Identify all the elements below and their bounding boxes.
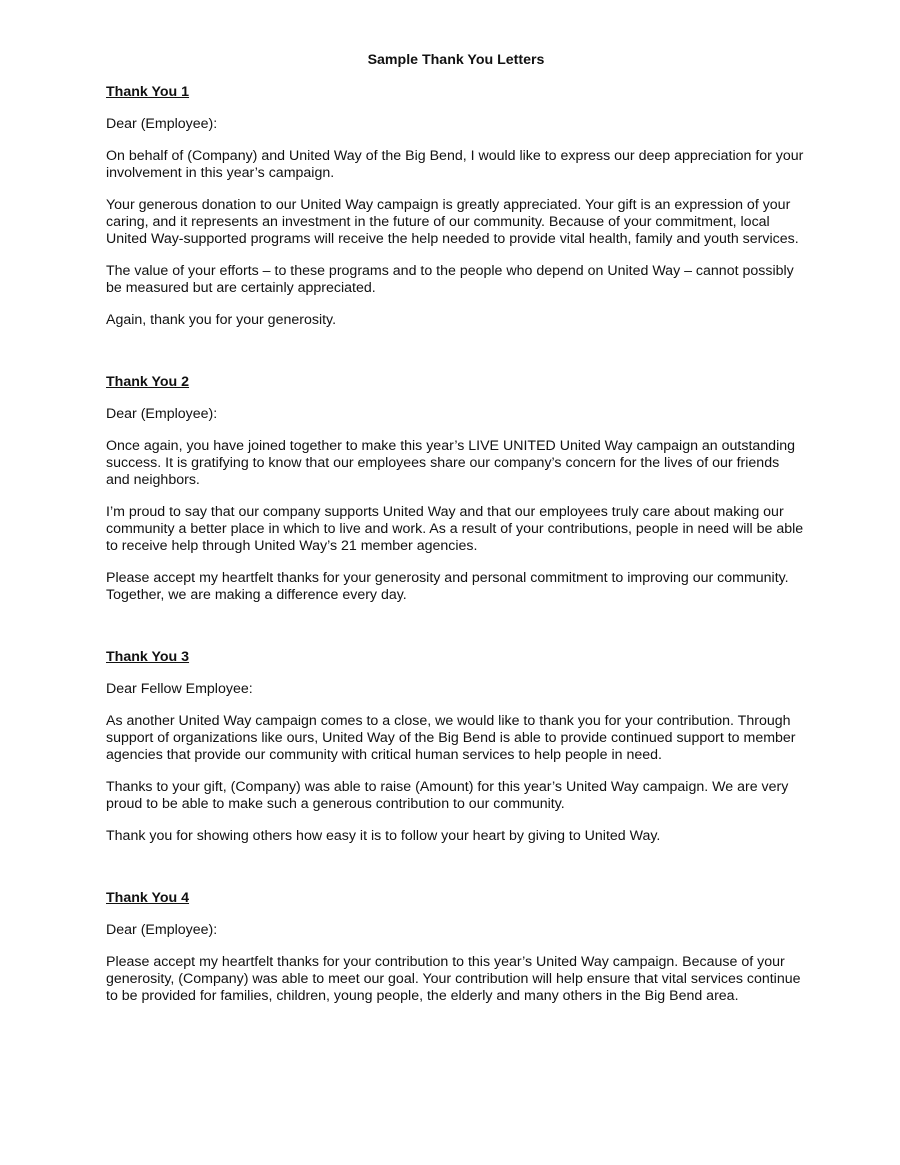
paragraph: Please accept my heartfelt thanks for your contribution to this year’s United Way campaign. Because of your generosity, (Company) was able to meet our goal. Your contribution will help ensure that vital services continue to be provided for families, children, young people, the elderly and many others in the Big Bend area. — [106, 954, 801, 1004]
letter-spacer — [106, 619, 806, 649]
letter-thank-you-3 — [106, 649, 806, 845]
letter-heading: Thank You 3 — [106, 649, 190, 665]
paragraph: Thanks to your gift, (Company) was able to raise (Amount) for this year’s United Way campaign. We are very proud to be able to make such a generous contribution to our community. — [106, 779, 789, 812]
paragraph: Once again, you have joined together to make this year’s LIVE UNITED United Way campaign an outstanding success. It is gratifying to know that our employees share our company’s concern for the lives of our friends and neighbors. — [106, 438, 796, 488]
salutation: Dear Fellow Employee: — [106, 681, 253, 697]
letter-thank-you-1 — [106, 84, 806, 329]
paragraph: As another United Way campaign comes to a close, we would like to thank you for your contribution. Through support of organizations like ours, United Way of the Big Bend is able to provide continued support to member agencies that provide our community with critical human services to help people in need. — [106, 713, 796, 763]
paragraph: On behalf of (Company) and United Way of the Big Bend, I would like to express our deep appreciation for your involvement in this year’s campaign. — [106, 148, 804, 181]
paragraph: Your generous donation to our United Way campaign is greatly appreciated. Your gift is an expression of your caring, and it represents an investment in the future of our community. Because of your commitment, local United Way-supported programs will receive the help needed to provide vital health, family and youth services. — [106, 197, 799, 247]
paragraph: I’m proud to say that our company supports United Way and that our employees truly care about making our community a better place in which to live and work. As a result of your contributions, people in need will be able to receive help through United Way’s 21 member agencies. — [106, 504, 804, 554]
letter-heading: Thank You 4 — [106, 890, 190, 906]
letter-thank-you-4 — [106, 890, 806, 1005]
salutation: Dear (Employee): — [106, 922, 218, 938]
salutation: Dear (Employee): — [106, 116, 218, 132]
paragraph: Thank you for showing others how easy it is to follow your heart by giving to United Way. — [106, 828, 661, 844]
paragraph: The value of your efforts – to these programs and to the people who depend on United Way – cannot possibly be measured but are certainly appreciated. — [106, 263, 794, 296]
letter-spacer — [106, 860, 806, 890]
letter-spacer — [106, 344, 806, 374]
paragraph: Again, thank you for your generosity. — [106, 312, 337, 328]
salutation: Dear (Employee): — [106, 406, 218, 422]
letter-heading: Thank You 1 — [106, 84, 190, 100]
document-page — [106, 52, 806, 1020]
paragraph: Please accept my heartfelt thanks for your generosity and personal commitment to improving our community. Together, we are making a difference every day. — [106, 570, 789, 603]
letter-thank-you-2 — [106, 374, 806, 604]
document-title: Sample Thank You Letters — [367, 52, 545, 68]
letter-heading: Thank You 2 — [106, 374, 190, 390]
